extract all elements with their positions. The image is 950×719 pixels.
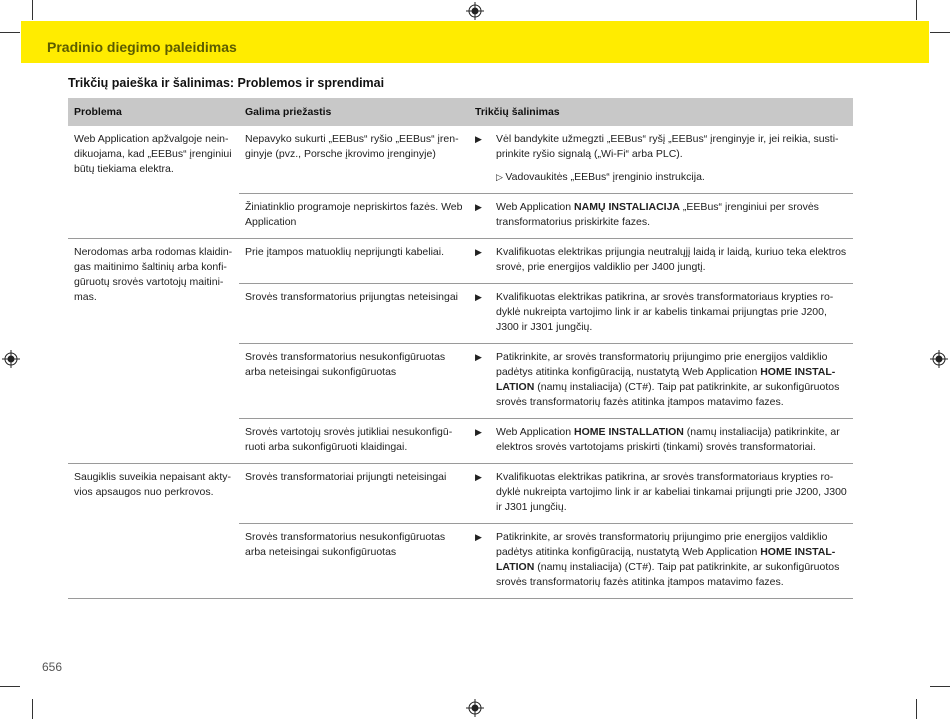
solution-bold-text: HOME INSTALLATION [496, 546, 836, 573]
solution-text-part: Kvalifikuotas elektrikas patikrina, ar srovės transformatoriaus krypties rodyklė nukreipta vartojimo link ir ar kabelis tinkamai prijungtas prie J200, J300 ir J301 jungčių. [496, 291, 834, 333]
table-row [68, 239, 853, 284]
solution-text-part: Patikrinkite, ar srovės transformatorių prijungimo prie energijos valdiklio padėtys atitinka konfigūraciją, nustatytą Web Application [496, 531, 828, 558]
table-row [68, 126, 853, 194]
solution-cell [469, 419, 853, 464]
column-header-solution: Trikčių šalinimas [469, 98, 853, 126]
note-text: Vadovaukitės „EEBus“ įrenginio instrukcija. [505, 171, 705, 183]
cause-cell: Srovės transformatorius nesukonfigūruotas arba neteisingai sukonfigūruotas [239, 344, 469, 419]
table-body [68, 126, 853, 599]
solution-cell [469, 524, 853, 599]
solution-text [475, 470, 847, 515]
solution-cell [469, 344, 853, 419]
solution-text-part: (namų instaliacija) (CT#). Taip pat patikrinkite, ar sukonfigūruotos srovės transformatorių fazės atitinka įtampos matavimo fazes. [496, 561, 840, 588]
chapter-title: Pradinio diegimo paleidimas [47, 39, 237, 55]
crop-mark [32, 699, 33, 719]
solution-text-part: Vėl bandykite užmegzti „EEBus“ ryšį „EEBus“ įrenginyje ir, jei reikia, sustiprinkite ryšio signalą („Wi-Fi“ arba PLC). [496, 133, 839, 160]
solution-cell [469, 284, 853, 344]
cause-cell: Nepavyko sukurti „EEBus“ ryšio „EEBus“ įrenginyje (pvz., Porsche įkrovimo įrenginyje) [239, 126, 469, 194]
solution-text-part: Web Application [496, 201, 575, 213]
column-header-cause: Galima priežastis [239, 98, 469, 126]
crop-mark [32, 0, 33, 20]
crop-mark [0, 32, 20, 33]
solution-cell [469, 194, 853, 239]
solution-text-part: (namų instaliacija) patikrinkite, ar elektros srovės vartotojams priskirti (tinkami) srovės transformatoriai. [496, 426, 840, 453]
troubleshooting-table [68, 98, 853, 599]
note [475, 170, 847, 185]
crop-mark [930, 686, 950, 687]
arrow-right-icon: ▶ [475, 202, 482, 212]
arrow-right-icon: ▶ [475, 427, 482, 437]
registration-mark-icon [466, 2, 484, 20]
solution-text [475, 530, 847, 590]
crop-mark [930, 32, 950, 33]
column-header-problem: Problema [68, 98, 239, 126]
solution-bold-text: HOME INSTALLATION [574, 426, 684, 438]
solution-bold-text: HOME INSTALLATION [496, 366, 836, 393]
problem-cell: Web Application apžvalgoje neindikuojama, kad „EEBus“ įrenginiui būtų tiekiama elektra. [68, 126, 239, 239]
table-header-row [68, 98, 853, 126]
cause-cell: Srovės transformatorius nesukonfigūruotas arba neteisingai sukonfigūruotas [239, 524, 469, 599]
crop-mark [916, 0, 917, 20]
solution-text-part: Web Application [496, 426, 575, 438]
solution-text [475, 245, 847, 275]
solution-text-part: Kvalifikuotas elektrikas patikrina, ar srovės transformatoriaus krypties rodyklė nukreipta vartojimo link ir ar kabeliai tinkamai prijungti prie J200, J300 ir J301 jungčių. [496, 471, 847, 513]
solution-text-part: Kvalifikuotas elektrikas prijungia neutralųjį laidą ir laidą, kuriuo teka elektros srovė, prie energijos valdiklio per J400 jungtį. [496, 246, 847, 273]
table-row [68, 464, 853, 524]
problem-cell: Nerodomas arba rodomas klaidingas maitinimo šaltinių arba konfigūruotų srovės vartotojų maitinimas. [68, 239, 239, 464]
arrow-right-icon: ▶ [475, 292, 482, 302]
solution-text [475, 425, 847, 455]
cause-cell: Srovės transformatorius prijungtas neteisingai [239, 284, 469, 344]
solution-cell [469, 126, 853, 194]
solution-text-part: „EEBus“ įrenginiui per srovės transformatorius priskirkite fazes. [496, 201, 819, 228]
page-number: 656 [42, 660, 63, 674]
arrow-right-icon: ▶ [475, 247, 482, 257]
registration-mark-icon [930, 350, 948, 368]
crop-mark [916, 699, 917, 719]
cause-cell: Srovės vartotojų srovės jutikliai nesukonfigūruoti arba sukonfigūruoti klaidingai. [239, 419, 469, 464]
solution-cell [469, 239, 853, 284]
solution-text-part: Patikrinkite, ar srovės transformatorių prijungimo prie energijos valdiklio padėtys atitinka konfigūraciją, nustatytą Web Application [496, 351, 828, 378]
chapter-banner [21, 21, 929, 63]
hint-triangle-icon: ▷ [496, 172, 506, 182]
solution-cell [469, 464, 853, 524]
registration-mark-icon [466, 699, 484, 717]
solution-bold-text: NAMŲ INSTALIACIJA [574, 201, 681, 213]
cause-cell: Žiniatinklio programoje nepriskirtos fazės. Web Application [239, 194, 469, 239]
arrow-right-icon: ▶ [475, 134, 482, 144]
arrow-right-icon: ▶ [475, 472, 482, 482]
cause-cell: Prie įtampos matuoklių neprijungti kabeliai. [239, 239, 469, 284]
solution-text [475, 200, 847, 230]
solution-text [475, 290, 847, 335]
section-title: Trikčių paieška ir šalinimas: Problemos ir sprendimai [68, 76, 385, 90]
solution-text-part: (namų instaliacija) (CT#). Taip pat patikrinkite, ar sukonfigūruotos srovės transformatorių fazės atitinka įtampos matavimo fazes. [496, 381, 840, 408]
arrow-right-icon: ▶ [475, 352, 482, 362]
arrow-right-icon: ▶ [475, 532, 482, 542]
problem-cell: Saugiklis suveikia nepaisant aktyvios apsaugos nuo perkrovos. [68, 464, 239, 599]
crop-mark [0, 686, 20, 687]
registration-mark-icon [2, 350, 20, 368]
solution-text [475, 350, 847, 410]
solution-text [475, 132, 847, 162]
cause-cell: Srovės transformatoriai prijungti neteisingai [239, 464, 469, 524]
